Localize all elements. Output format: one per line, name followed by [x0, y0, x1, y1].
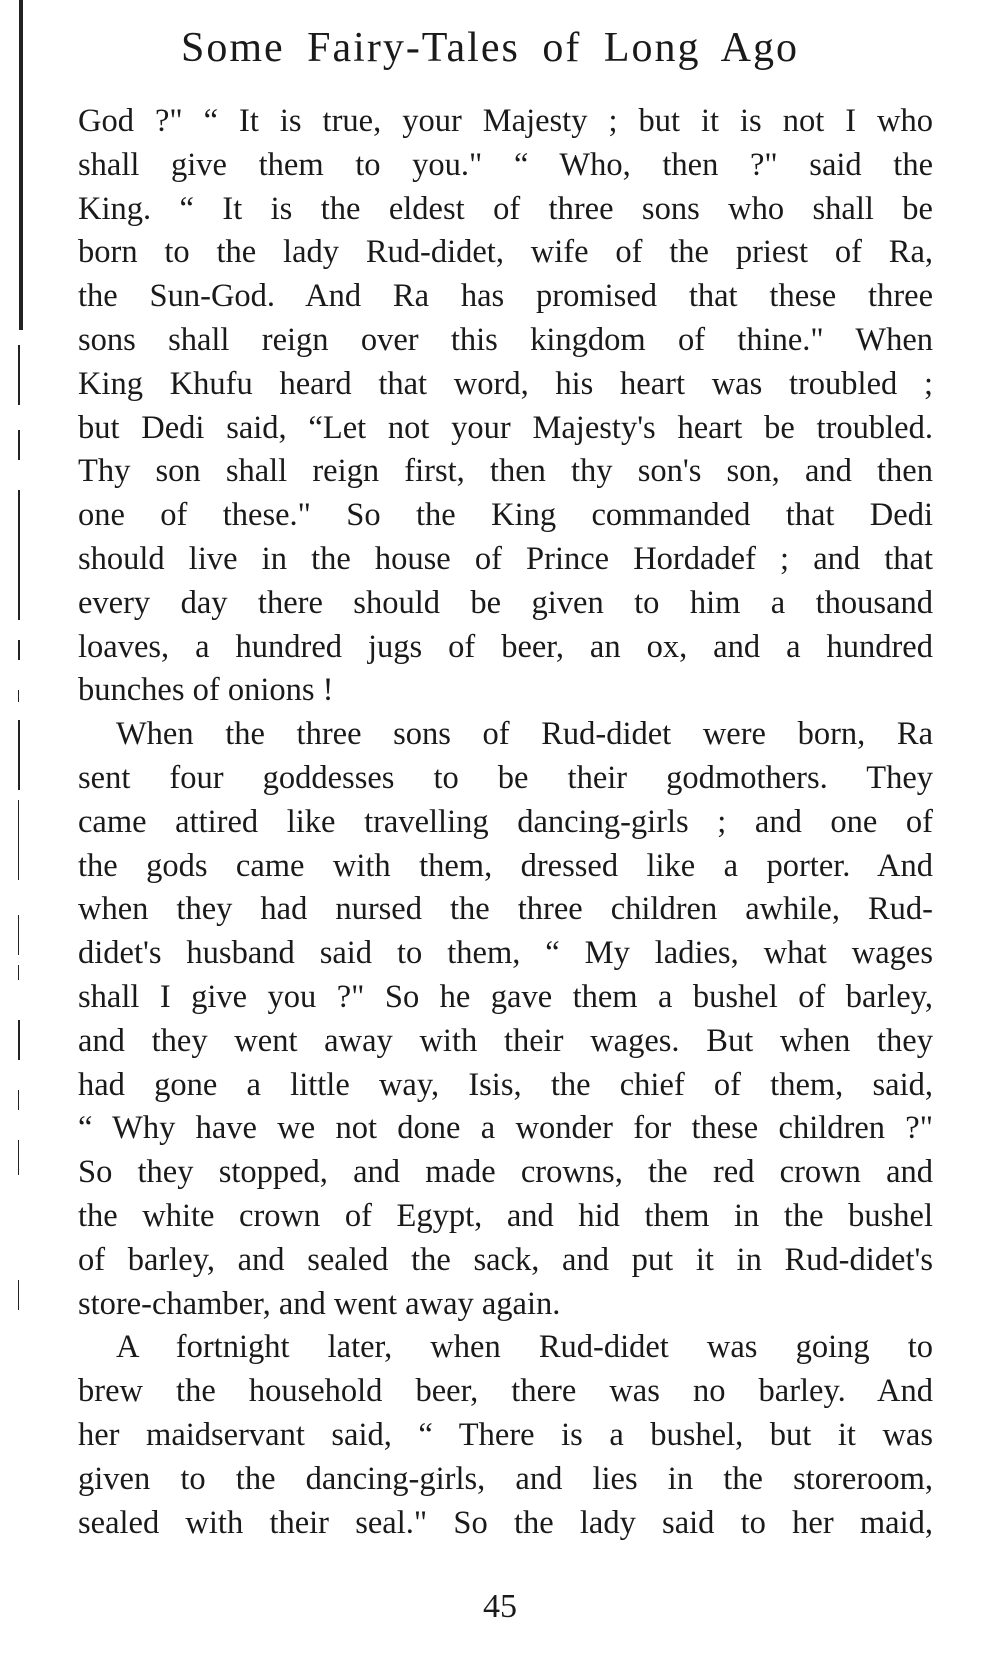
text-line: bunches of onions ! — [78, 672, 334, 709]
text-line: sons shall reign over this kingdom of thine." When — [78, 321, 933, 358]
text-line: when they had nursed the three children awhile, Rud- — [78, 891, 933, 928]
text-line: King. “ It is the eldest of three sons who shall be — [78, 190, 933, 227]
text-line: brew the household beer, there was no barley. And — [78, 1373, 933, 1410]
text-line: sealed with their seal." So the lady said to her maid, — [78, 1504, 933, 1541]
binding-edge-shadow — [18, 0, 22, 1661]
text-line: shall I give you ?" So he gave them a bushel of barley, — [78, 978, 933, 1015]
text-line: Thy son shall reign first, then thy son's son, and then — [78, 453, 933, 490]
text-line: God ?" “ It is true, your Majesty ; but it is not I who — [78, 103, 933, 139]
text-line: but Dedi said, “Let not your Majesty's heart be troubled. — [78, 409, 933, 446]
text-line: store-chamber, and went away again. — [78, 1285, 561, 1322]
text-line: the Sun-God. And Ra has promised that these three — [78, 278, 933, 315]
text-line: every day there should be given to him a thousand — [78, 584, 933, 621]
text-line: the gods came with them, dressed like a porter. And — [78, 847, 933, 884]
text-line: When the three sons of Rud-didet were born, Ra — [116, 716, 933, 753]
running-head: Some Fairy-Tales of Long Ago — [181, 25, 799, 71]
text-line: didet's husband said to them, “ My ladies, what wages — [78, 935, 933, 972]
text-line: born to the lady Rud-didet, wife of the priest of Ra, — [78, 234, 933, 271]
text-line: A fortnight later, when Rud-didet was going to — [116, 1329, 933, 1366]
text-line: of barley, and sealed the sack, and put it in Rud-didet's — [78, 1241, 933, 1278]
text-line: had gone a little way, Isis, the chief of them, said, — [78, 1066, 933, 1103]
text-line: King Khufu heard that word, his heart was troubled ; — [78, 365, 933, 402]
text-line: the white crown of Egypt, and hid them in the bushel — [78, 1197, 933, 1234]
text-line: one of these." So the King commanded that Dedi — [78, 497, 933, 534]
text-line: shall give them to you." “ Who, then ?" said the — [78, 146, 933, 183]
text-line: “ Why have we not done a wonder for these children ?" — [78, 1110, 933, 1147]
text-line: came attired like travelling dancing-girls ; and one of — [78, 803, 933, 840]
text-line: given to the dancing-girls, and lies in the storeroom, — [78, 1460, 933, 1497]
paragraph — [78, 100, 933, 713]
page-number: 45 — [483, 1588, 517, 1625]
body-text — [78, 100, 933, 1545]
paragraph — [78, 713, 933, 1326]
text-line: should live in the house of Prince Hordadef ; and that — [78, 540, 933, 577]
text-line: So they stopped, and made crowns, the red crown and — [78, 1154, 933, 1191]
text-line: sent four goddesses to be their godmothers. They — [78, 759, 933, 796]
text-line: loaves, a hundred jugs of beer, an ox, and a hundred — [78, 628, 933, 665]
paragraph — [78, 1326, 933, 1545]
text-line: and they went away with their wages. But when they — [78, 1022, 933, 1059]
text-line: her maidservant said, “ There is a bushel, but it was — [78, 1416, 933, 1453]
